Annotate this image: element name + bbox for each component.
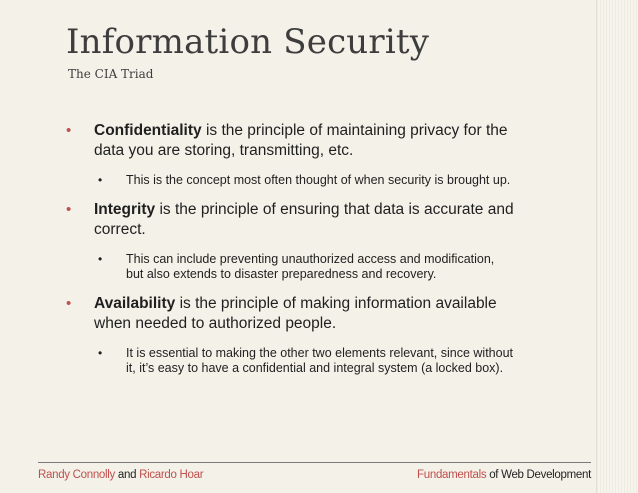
bullet-term: Availability xyxy=(94,295,176,312)
footer-book-accent: Fundamentals xyxy=(417,469,487,481)
footer-author-1: Randy Connolly xyxy=(38,469,115,481)
footer-and: and xyxy=(115,469,140,481)
sub-bullet-marker: • xyxy=(98,173,103,187)
sub-bullet-text: This can include preventing unauthorized access and modification, but also extends to disaster preparedness and recovery. xyxy=(126,252,495,281)
sub-bullet-text: It is essential to making the other two elements relevant, since without it, it’s easy to have a confidential and integral system (a locked box). xyxy=(126,346,513,375)
footer-author-2: Ricardo Hoar xyxy=(139,469,204,481)
bullet-list xyxy=(66,121,536,376)
bullet-term: Confidentiality xyxy=(94,122,202,139)
bullet-marker: • xyxy=(66,122,72,139)
bullet-confidentiality xyxy=(66,121,536,161)
footer-divider xyxy=(38,462,591,463)
sub-bullet-marker: • xyxy=(98,252,103,266)
bullet-term: Integrity xyxy=(94,201,156,218)
bullet-marker: • xyxy=(66,295,72,312)
footer-authors xyxy=(38,469,203,481)
sub-bullet-integrity xyxy=(98,252,514,282)
bullet-text: is the principle of ensuring that data is accurate and correct. xyxy=(94,201,514,238)
bullet-integrity xyxy=(66,200,536,240)
bullet-marker: • xyxy=(66,201,72,218)
bullet-text: is the principle of maintaining privacy for the data you are storing, transmitting, etc. xyxy=(94,122,508,159)
sub-bullet-marker: • xyxy=(98,346,103,360)
sub-bullet-confidentiality xyxy=(98,173,514,188)
slide-subtitle: The CIA Triad xyxy=(68,67,154,81)
bullet-availability xyxy=(66,294,536,334)
bullet-text: is the principle of making information available when needed to authorized people. xyxy=(94,295,497,332)
side-stripe-decoration xyxy=(596,0,638,493)
footer-book-title xyxy=(417,469,591,481)
footer-book-rest: of Web Development xyxy=(486,469,591,481)
sub-bullet-text: This is the concept most often thought of when security is brought up. xyxy=(126,173,511,187)
slide-title: Information Security xyxy=(66,22,430,62)
sub-bullet-availability xyxy=(98,346,514,376)
